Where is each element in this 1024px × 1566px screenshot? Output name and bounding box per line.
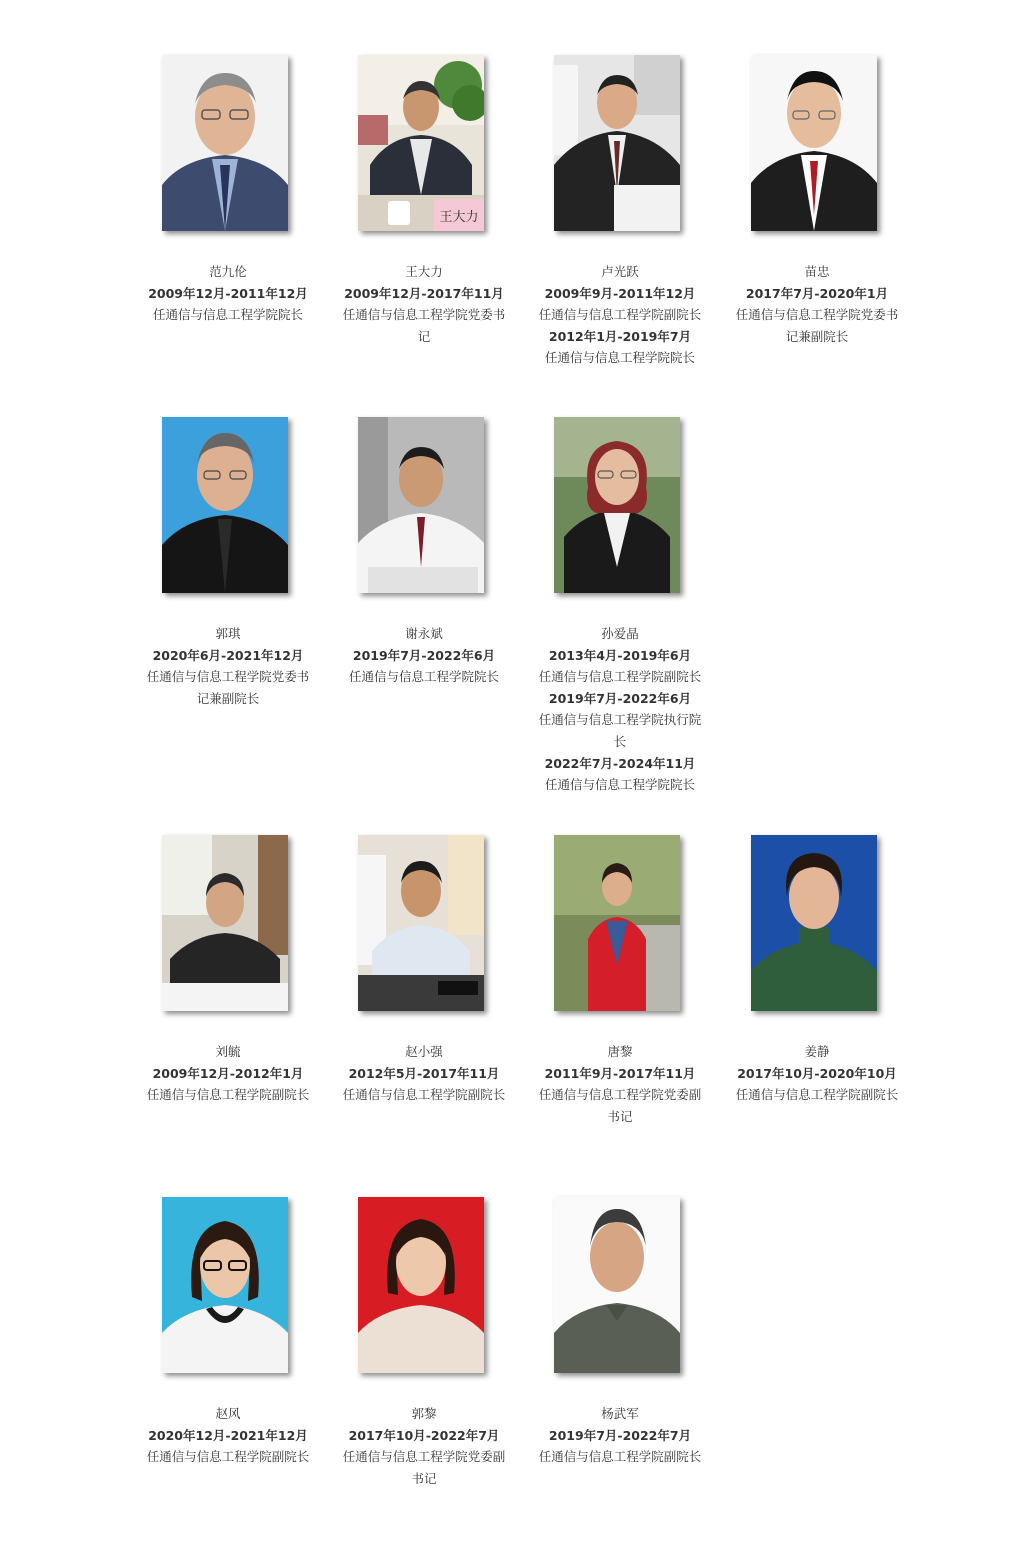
person-caption bbox=[522, 261, 718, 369]
person-name: 杨武军 bbox=[601, 1406, 639, 1421]
person-name: 苗忠 bbox=[804, 264, 830, 279]
portrait-photo bbox=[162, 835, 288, 1011]
person-caption bbox=[719, 1041, 915, 1106]
person-name: 王大力 bbox=[405, 264, 443, 279]
person-name: 郭黎 bbox=[411, 1406, 437, 1421]
term-dates: 2009年12月-2012年1月 bbox=[152, 1065, 304, 1081]
person-name: 赵风 bbox=[215, 1406, 241, 1421]
portrait-photo bbox=[162, 1197, 288, 1373]
person-caption bbox=[522, 623, 718, 796]
person-caption bbox=[326, 261, 522, 347]
person-caption bbox=[130, 1041, 326, 1106]
person-caption bbox=[326, 623, 522, 688]
portrait-photo bbox=[751, 835, 877, 1011]
person-name: 唐黎 bbox=[607, 1044, 633, 1059]
term-dates: 2009年12月-2011年12月 bbox=[148, 285, 308, 301]
term-dates: 2011年9月-2017年11月 bbox=[544, 1065, 696, 1081]
person-caption bbox=[130, 1403, 326, 1468]
person-caption bbox=[522, 1041, 718, 1127]
term-dates: 2019年7月-2022年7月 bbox=[548, 1427, 692, 1443]
portrait-photo bbox=[358, 835, 484, 1011]
portrait-photo bbox=[554, 1197, 680, 1373]
person-name: 刘毓 bbox=[215, 1044, 241, 1059]
role-text: 任通信与信息工程学院院长 bbox=[544, 777, 695, 793]
term-dates: 2020年6月-2021年12月 bbox=[152, 647, 304, 663]
term-dates: 2019年7月-2022年6月 bbox=[352, 647, 496, 663]
portrait-photo bbox=[162, 417, 288, 593]
portrait-photo bbox=[554, 55, 680, 231]
person-caption bbox=[326, 1041, 522, 1106]
term-dates: 2009年12月-2017年11月 bbox=[344, 285, 504, 301]
portrait-photo bbox=[358, 1197, 484, 1373]
role-text: 任通信与信息工程学院副院长 bbox=[538, 669, 702, 685]
role-text: 任通信与信息工程学院党委副书记 bbox=[538, 1087, 702, 1124]
person-name: 谢永斌 bbox=[405, 626, 443, 641]
term-dates: 2012年1月-2019年7月 bbox=[548, 328, 692, 344]
term-dates: 2020年12月-2021年12月 bbox=[148, 1427, 308, 1443]
term-dates: 2013年4月-2019年6月 bbox=[548, 647, 692, 663]
portrait-photo bbox=[554, 835, 680, 1011]
role-text: 任通信与信息工程学院党委书记兼副院长 bbox=[735, 307, 899, 344]
role-text: 任通信与信息工程学院院长 bbox=[152, 307, 303, 323]
term-dates: 2017年10月-2020年10月 bbox=[737, 1065, 897, 1081]
person-name: 郭琪 bbox=[215, 626, 241, 641]
portrait-photo bbox=[358, 417, 484, 593]
portrait-photo bbox=[358, 55, 484, 231]
role-text: 任通信与信息工程学院院长 bbox=[348, 669, 499, 685]
role-text: 任通信与信息工程学院副院长 bbox=[735, 1087, 899, 1103]
term-dates: 2017年7月-2020年1月 bbox=[745, 285, 889, 301]
person-caption bbox=[326, 1403, 522, 1489]
role-text: 任通信与信息工程学院执行院长 bbox=[538, 712, 702, 749]
person-name: 姜静 bbox=[804, 1044, 830, 1059]
person-caption bbox=[719, 261, 915, 347]
role-text: 任通信与信息工程学院副院长 bbox=[146, 1449, 310, 1465]
term-dates: 2022年7月-2024年11月 bbox=[544, 755, 696, 771]
person-caption bbox=[130, 623, 326, 709]
portrait-photo bbox=[751, 55, 877, 231]
person-name: 赵小强 bbox=[405, 1044, 443, 1059]
term-dates: 2009年9月-2011年12月 bbox=[544, 285, 696, 301]
role-text: 任通信与信息工程学院党委书记兼副院长 bbox=[146, 669, 310, 706]
term-dates: 2019年7月-2022年6月 bbox=[548, 690, 692, 706]
portrait-photo bbox=[554, 417, 680, 593]
role-text: 任通信与信息工程学院副院长 bbox=[538, 307, 702, 323]
role-text: 任通信与信息工程学院副院长 bbox=[342, 1087, 506, 1103]
person-name: 孙爱晶 bbox=[601, 626, 639, 641]
role-text: 任通信与信息工程学院院长 bbox=[544, 350, 695, 366]
person-caption bbox=[130, 261, 326, 326]
role-text: 任通信与信息工程学院党委书记 bbox=[342, 307, 506, 344]
portrait-photo bbox=[162, 55, 288, 231]
person-name: 卢光跃 bbox=[601, 264, 639, 279]
term-dates: 2017年10月-2022年7月 bbox=[348, 1427, 500, 1443]
role-text: 任通信与信息工程学院党委副书记 bbox=[342, 1449, 506, 1486]
role-text: 任通信与信息工程学院副院长 bbox=[146, 1087, 310, 1103]
person-name: 范九伦 bbox=[209, 264, 247, 279]
photo-nameplate-label: 王大力 bbox=[439, 210, 479, 225]
term-dates: 2012年5月-2017年11月 bbox=[348, 1065, 500, 1081]
role-text: 任通信与信息工程学院副院长 bbox=[538, 1449, 702, 1465]
person-caption bbox=[522, 1403, 718, 1468]
